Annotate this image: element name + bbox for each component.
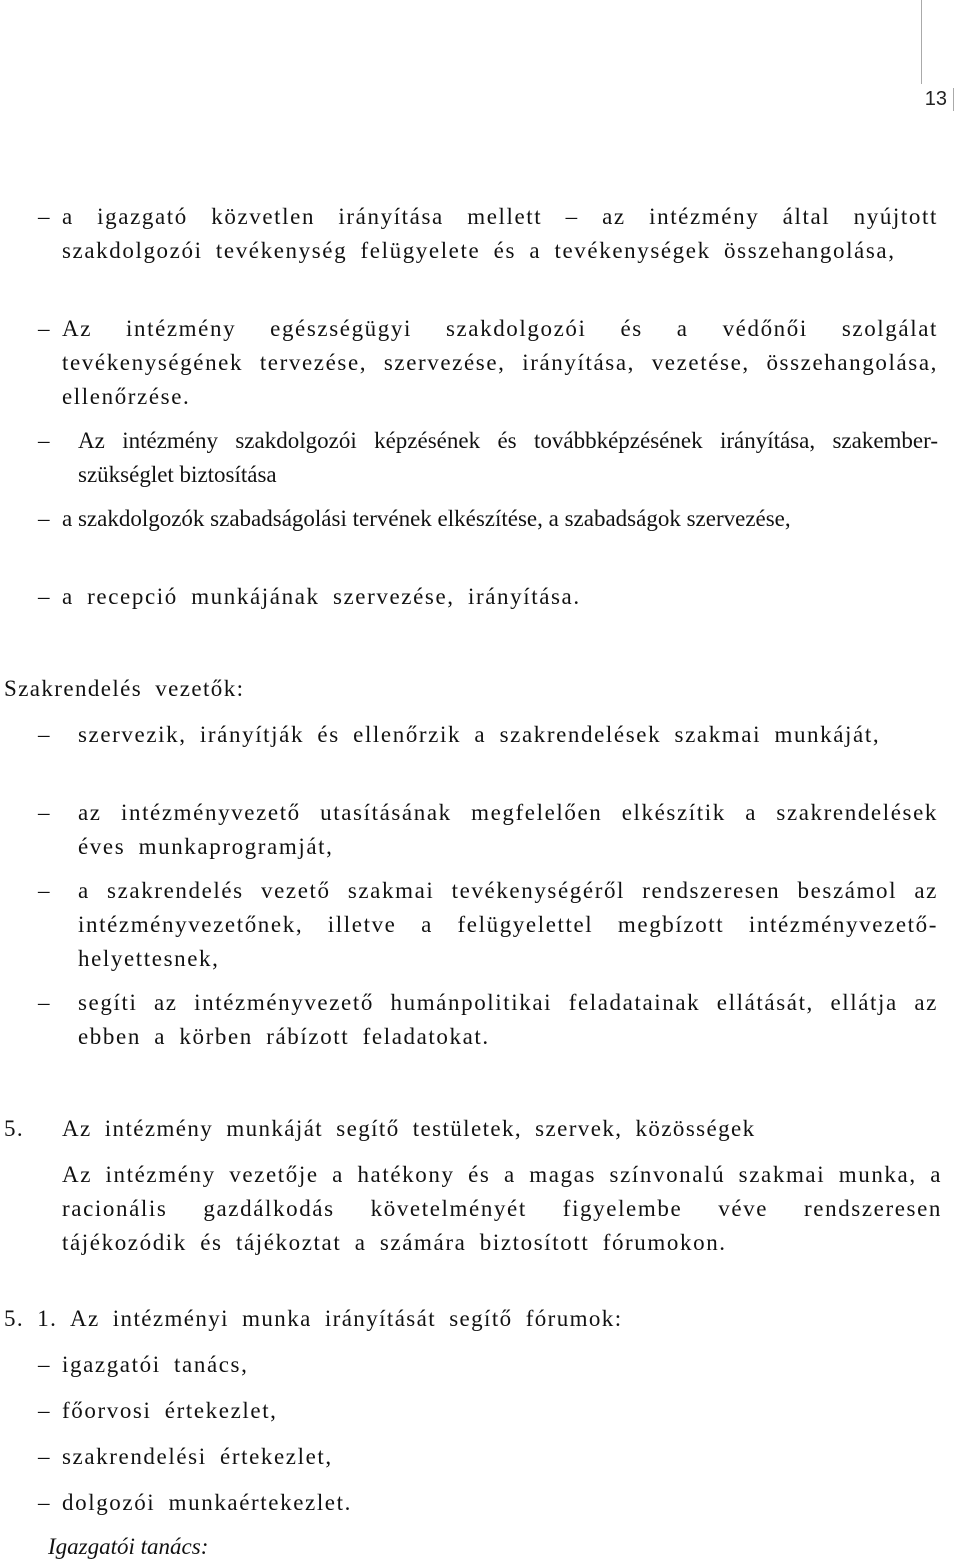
list-item-text: az intézményvezető utasításának megfelelően elkészítik a szakrendelések éves munkaprogramját,: [78, 800, 938, 859]
section-heading: Szakrendelés vezetők:: [4, 676, 245, 701]
dash: –: [38, 1398, 50, 1423]
list-item: [38, 580, 938, 614]
dash: –: [38, 1352, 50, 1377]
list-item-text: Az intézmény egészségügyi szakdolgozói és a védőnői szolgálat tevékenységének tervezése, szervezése, irányítása, vezetése, összehangolása, ellenőrzése.: [62, 316, 938, 409]
list-item: [38, 200, 938, 268]
list-item: [38, 424, 938, 492]
section-number: 5.: [4, 1116, 25, 1141]
list-item: [38, 1486, 938, 1520]
list-item-text: dolgozói munkaértekezlet.: [62, 1490, 352, 1515]
dash: –: [38, 1444, 50, 1469]
list-item-text: Az intézmény szakdolgozói képzésének és továbbképzésének irányítása, szakember-szükséglet biztosítása: [78, 428, 938, 487]
dash: –: [38, 204, 50, 229]
list-item-text: főorvosi értekezlet,: [62, 1398, 278, 1423]
list-item-text: a igazgató közvetlen irányítása mellett – az intézmény által nyújtott szakdolgozói tevékenység felügyelete és a tevékenységek összehangolása,: [62, 204, 938, 263]
dash: –: [38, 722, 50, 747]
list-item-text: a szakdolgozók szabadságolási tervének elkészítése, a szabadságok szervezése,: [62, 506, 791, 531]
list-item-text: szervezik, irányítják és ellenőrzik a szakrendelések szakmai munkáját,: [78, 722, 881, 747]
dash: –: [38, 506, 50, 531]
section-paragraph: Az intézmény vezetője a hatékony és a magas színvonalú szakmai munka, a racionális gazdálkodás követelményét figyelembe véve rendszeresen tájékozódik és tájékoztat a számára biztosított fórumokon.: [62, 1162, 942, 1255]
dash: –: [38, 990, 50, 1015]
section-title: Az intézmény munkáját segítő testületek, szervek, közösségek: [62, 1116, 756, 1141]
list-item: [38, 986, 938, 1054]
list-item-text: igazgatói tanács,: [62, 1352, 249, 1377]
list-item-text: szakrendelési értekezlet,: [62, 1444, 333, 1469]
dash: –: [38, 1490, 50, 1515]
list-item-text: segíti az intézményvezető humánpolitikai feladatainak ellátását, ellátja az ebben a körben rábízott feladatokat.: [78, 990, 938, 1049]
dash: –: [38, 316, 50, 341]
page-number: 13: [925, 88, 954, 111]
dash: –: [38, 428, 50, 453]
list-item: [38, 1394, 938, 1428]
list-item: [38, 796, 938, 864]
list-item: [38, 312, 938, 414]
list-item-text: a szakrendelés vezető szakmai tevékenységéről rendszeresen beszámol az intézményvezetőnek, illetve a felügyelettel megbízott intézményvezető-helyettesnek,: [78, 878, 938, 971]
subsection-title: Az intézményi munka irányítását segítő fórumok:: [70, 1306, 623, 1331]
dash: –: [38, 584, 50, 609]
list-item: [38, 718, 938, 752]
list-item: [38, 874, 938, 976]
list-item: [38, 1348, 938, 1382]
subheading-igazgatoi-tanacs: Igazgatói tanács:: [48, 1534, 209, 1559]
dash: –: [38, 800, 50, 825]
list-item-text: a recepció munkájának szervezése, irányítása.: [62, 584, 581, 609]
dash: –: [38, 878, 50, 903]
subsection-number: 5. 1.: [4, 1306, 58, 1331]
list-item: [38, 502, 938, 536]
list-item: [38, 1440, 938, 1474]
